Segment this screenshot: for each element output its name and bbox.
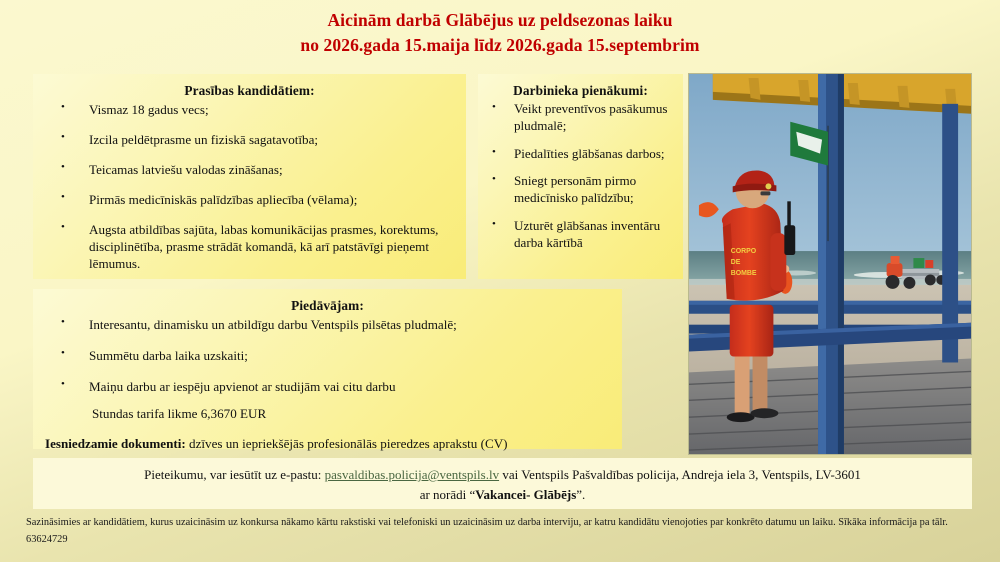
list-item: • Veikt preventīvos pasākumus pludmalē; — [478, 101, 673, 135]
note-subject: Vakancei- Glābējs — [475, 486, 577, 502]
page-title-line-1: Aicinām darbā Glābējus uz peldsezonas laiku — [327, 10, 673, 30]
offer-box — [33, 289, 622, 452]
contact-prefix: Pieteikumu, var iesūtīt uz e-pastu: — [144, 467, 325, 482]
lifeguard-photo — [688, 73, 972, 455]
footer-note: Sazināsimies ar kandidātiem, kurus uzaicināsim uz konkursa nākamo kārtu rakstiski vai telefoniski un uzaicināsim uz darba interviju, ar katru kandidātu vienojoties par konkrēto datumu un laiku. Sīkāka informācija pa tālr. 63624729 — [26, 517, 948, 545]
note-prefix: ar norādi “ — [419, 486, 476, 502]
list-item: • Augsta atbildības sajūta, labas komunikācijas prasmes, korektums, disciplinētība, prasme strādāt komandā, kā arī patstāvīgi pieņemt lēmumus. — [33, 221, 456, 272]
list-item: • Summētu darba laika uzskaiti; — [33, 347, 612, 364]
contact-line-2 — [33, 485, 972, 505]
email-link[interactable]: pasvaldibas.policija@ventspils.lv — [324, 467, 500, 482]
documents-line — [33, 436, 622, 452]
requirements-heading: Prasības kandidātiem: — [184, 83, 315, 98]
contact-suffix: vai Ventspils Pašvaldības policija, Andreja iela 3, Ventspils, LV-3601 — [499, 467, 861, 482]
list-item: • Uzturēt glābšanas inventāru darba kārtībā — [478, 218, 673, 252]
page-title-line-2: no 2026.gada 15.maija līdz 2026.gada 15.septembrim — [300, 34, 700, 55]
contact-box — [33, 458, 972, 509]
list-item: • Teicamas latviešu valodas zināšanas; — [33, 161, 456, 178]
list-item: • Sniegt personām pirmo medicīnisko palīdzību; — [478, 173, 673, 207]
svg-text:BOMBE: BOMBE — [730, 269, 757, 277]
note-suffix: ”. — [576, 486, 586, 502]
lifeguard-photo-illustration — [689, 74, 971, 454]
wage-line: Stundas tarifa likme 6,3670 EUR — [92, 406, 267, 422]
offer-heading: Piedāvājam: — [291, 298, 364, 313]
list-item: • Maiņu darbu ar iespēju apvienot ar studijām vai citu darbu — [33, 378, 612, 395]
svg-text:CORPO: CORPO — [730, 248, 757, 256]
list-item: • Izcila peldētprasme un fiziskā sagatavotība; — [33, 131, 456, 148]
documents-text: dzīves un iepriekšējās profesionālās pieredzes aprakstu (CV) — [185, 436, 508, 452]
list-item: • Vismaz 18 gadus vecs; — [33, 101, 456, 118]
page-title — [0, 8, 1000, 58]
offer-list — [33, 316, 622, 395]
list-item: • Piedalīties glābšanas darbos; — [478, 146, 673, 163]
list-item: • Pirmās medicīniskās palīdzības apliecība (vēlama); — [33, 191, 456, 208]
requirements-box — [33, 74, 466, 279]
documents-label: Iesniedzamie dokumenti: — [45, 436, 186, 452]
contact-line-1 — [33, 465, 972, 485]
requirements-list — [33, 101, 466, 272]
list-item: • Interesantu, dinamisku un atbildīgu darbu Ventspils pilsētas pludmalē; — [33, 316, 612, 333]
svg-text:DE: DE — [730, 258, 741, 267]
duties-heading: Darbinieka pienākumi: — [513, 83, 648, 98]
duties-list — [478, 101, 683, 251]
duties-box — [478, 74, 683, 279]
